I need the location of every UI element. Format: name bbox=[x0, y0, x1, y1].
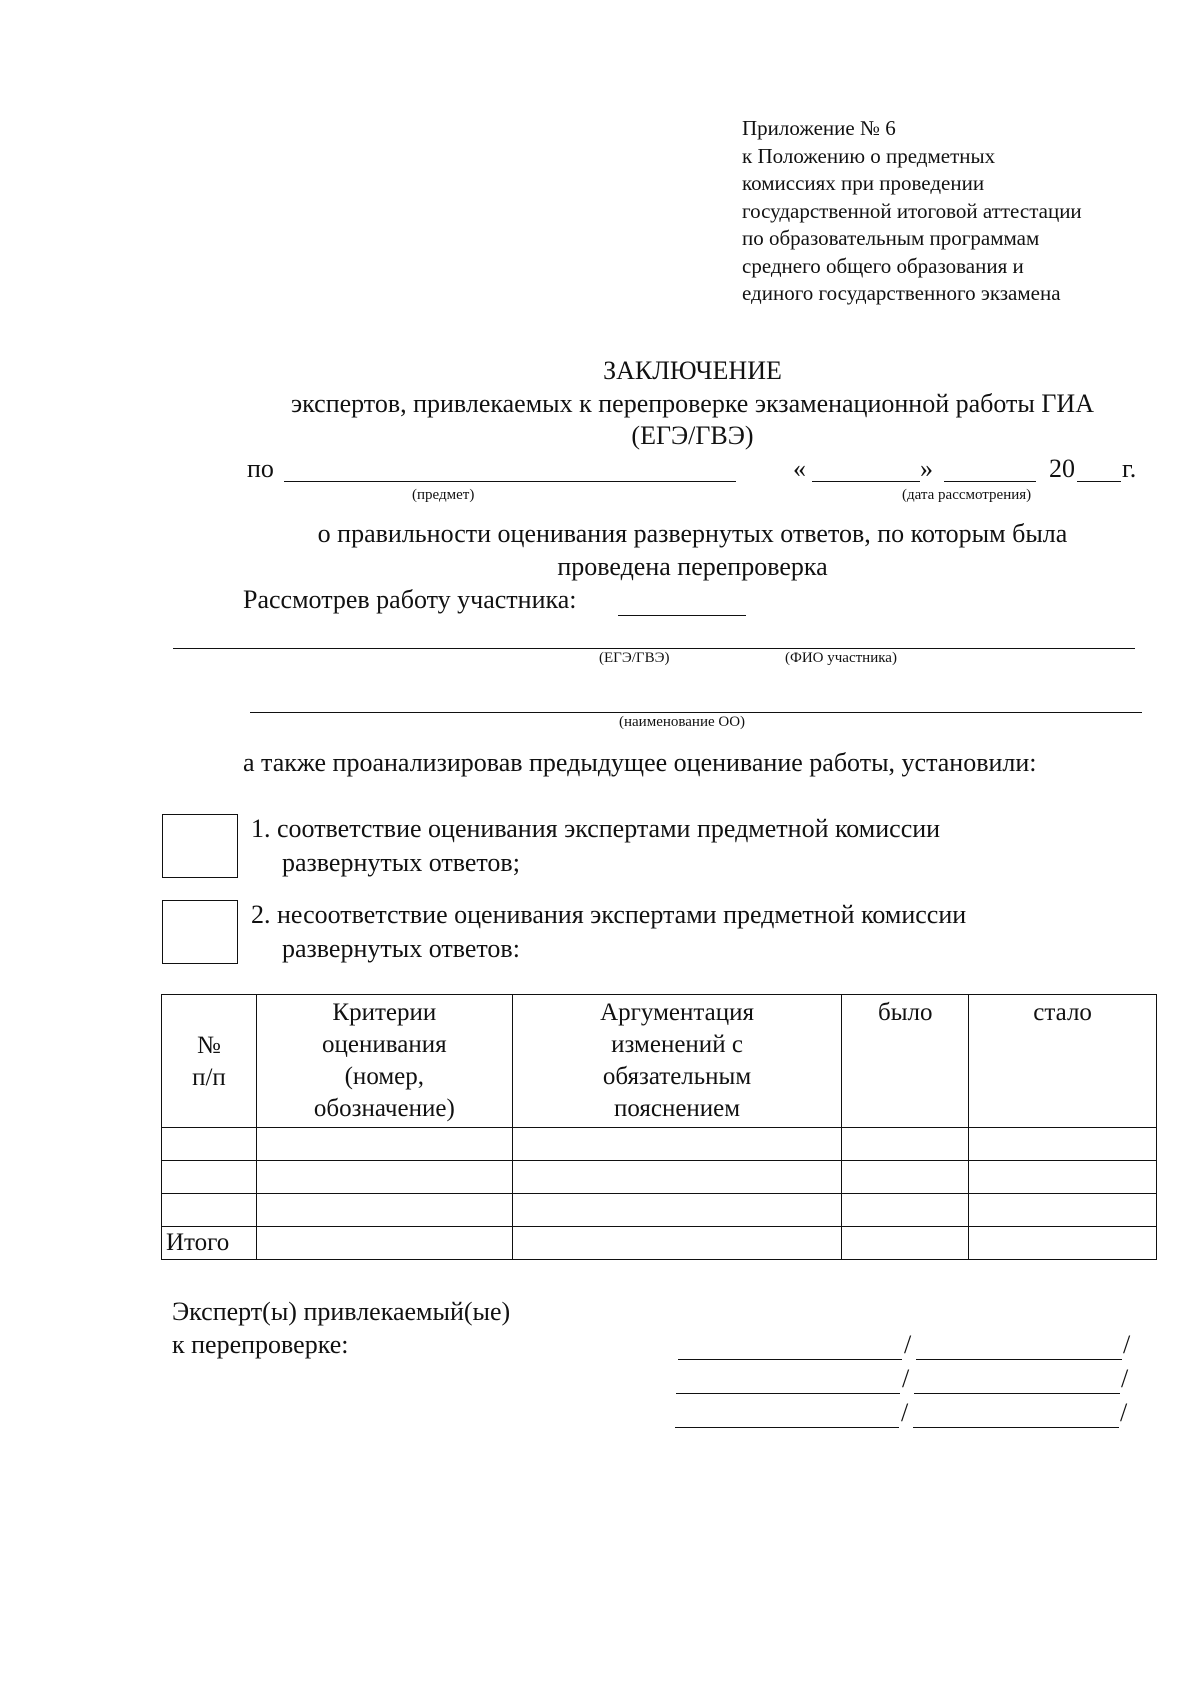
expert-name-field[interactable] bbox=[916, 1359, 1122, 1360]
table-cell[interactable] bbox=[256, 1128, 512, 1161]
option-2-text: развернутых ответов: bbox=[282, 934, 520, 963]
signature-separator: / bbox=[1120, 1398, 1128, 1427]
subject-prefix: по bbox=[247, 454, 274, 483]
appendix-line: единого государственного экзамена bbox=[742, 281, 1061, 305]
expert-signature-field[interactable] bbox=[678, 1359, 902, 1360]
signature-label: Эксперт(ы) привлекаемый(ые) bbox=[172, 1297, 511, 1326]
option-2-checkbox[interactable] bbox=[162, 900, 238, 964]
table-cell[interactable] bbox=[162, 1194, 257, 1227]
subject-caption: (предмет) bbox=[412, 487, 475, 503]
expert-name-field[interactable] bbox=[913, 1427, 1119, 1428]
header-text: (номер, bbox=[344, 1063, 425, 1090]
table-cell[interactable] bbox=[969, 1227, 1157, 1260]
header-text: стало bbox=[1033, 999, 1092, 1026]
date-quote-open: « bbox=[793, 454, 806, 483]
table-cell[interactable] bbox=[512, 1227, 842, 1260]
table-cell[interactable] bbox=[842, 1161, 969, 1194]
header-number bbox=[162, 995, 257, 1128]
signature-label: к перепроверке: bbox=[172, 1330, 349, 1359]
table-total-row bbox=[162, 1227, 1157, 1260]
option-1-text: развернутых ответов; bbox=[282, 848, 520, 877]
document-subheading: экспертов, привлекаемых к перепроверке экзаменационной работы ГИА bbox=[291, 389, 1094, 418]
header-text: изменений с bbox=[611, 1031, 743, 1058]
date-year-prefix: 20 bbox=[1049, 454, 1075, 483]
option-1-checkbox[interactable] bbox=[162, 814, 238, 878]
total-label: Итого bbox=[162, 1227, 257, 1260]
header-argumentation bbox=[512, 995, 842, 1128]
table-cell[interactable] bbox=[162, 1161, 257, 1194]
signature-separator: / bbox=[1121, 1364, 1129, 1393]
table-cell[interactable] bbox=[969, 1128, 1157, 1161]
expert-name-field[interactable] bbox=[914, 1393, 1120, 1394]
appendix-line: по образовательным программам bbox=[742, 226, 1040, 250]
date-day-field[interactable] bbox=[812, 481, 920, 482]
table-cell[interactable] bbox=[512, 1194, 842, 1227]
signature-separator: / bbox=[904, 1330, 912, 1359]
date-caption: (дата рассмотрения) bbox=[902, 487, 1032, 503]
analysis-text: а также проанализировав предыдущее оценивание работы, установили: bbox=[243, 748, 1037, 777]
table-cell[interactable] bbox=[256, 1227, 512, 1260]
header-text: обозначение) bbox=[313, 1095, 455, 1122]
intro-line: о правильности оценивания развернутых ответов, по которым была bbox=[317, 519, 1068, 548]
participant-name-caption: (ФИО участника) bbox=[785, 650, 897, 666]
header-text: п/п bbox=[192, 1064, 226, 1091]
table-cell[interactable] bbox=[969, 1194, 1157, 1227]
table-cell[interactable] bbox=[512, 1128, 842, 1161]
appendix-line: к Положению о предметных bbox=[742, 143, 996, 168]
appendix-line: государственной итоговой аттестации bbox=[742, 198, 1082, 223]
table-cell[interactable] bbox=[842, 1194, 969, 1227]
date-month-field[interactable] bbox=[944, 481, 1036, 482]
table-cell[interactable] bbox=[842, 1128, 969, 1161]
reviewed-label: Рассмотрев работу участника: bbox=[243, 585, 577, 614]
organization-caption: (наименование ОО) bbox=[619, 714, 746, 730]
signature-separator: / bbox=[1123, 1330, 1131, 1359]
table-cell[interactable] bbox=[256, 1161, 512, 1194]
header-text: обязательным bbox=[602, 1063, 752, 1090]
expert-signature-field[interactable] bbox=[675, 1427, 899, 1428]
header-criteria bbox=[256, 995, 512, 1128]
option-2-text: 2. несоответствие оценивания экспертами предметной комиссии bbox=[251, 900, 967, 929]
expert-signature-field[interactable] bbox=[676, 1393, 900, 1394]
signature-separator: / bbox=[902, 1364, 910, 1393]
date-year-field[interactable] bbox=[1077, 481, 1121, 482]
subject-field[interactable] bbox=[284, 481, 736, 482]
appendix-note bbox=[742, 115, 1082, 308]
header-was bbox=[842, 995, 969, 1128]
header-text: оценивания bbox=[322, 1031, 447, 1058]
header-text: № bbox=[197, 1032, 221, 1059]
table-cell[interactable] bbox=[162, 1128, 257, 1161]
header-became bbox=[969, 995, 1157, 1128]
header-text: пояснением bbox=[613, 1095, 741, 1122]
table-header-row bbox=[162, 995, 1157, 1128]
table-cell[interactable] bbox=[842, 1227, 969, 1260]
table-cell[interactable] bbox=[969, 1161, 1157, 1194]
table-row bbox=[162, 1194, 1157, 1227]
criteria-table bbox=[161, 994, 1157, 1260]
header-text: Аргументация bbox=[600, 999, 754, 1026]
appendix-line: комиссиях при проведении bbox=[742, 171, 985, 195]
appendix-line: Приложение № 6 bbox=[742, 116, 896, 140]
participant-name-field[interactable] bbox=[173, 648, 1135, 649]
participant-exam-field[interactable] bbox=[618, 615, 746, 616]
organization-field[interactable] bbox=[250, 712, 1142, 713]
table-cell[interactable] bbox=[512, 1161, 842, 1194]
header-text: было bbox=[878, 999, 933, 1026]
document-heading: ЗАКЛЮЧЕНИЕ bbox=[603, 356, 782, 385]
option-1-text: 1. соответствие оценивания экспертами предметной комиссии bbox=[251, 814, 941, 843]
intro-line: проведена перепроверка bbox=[557, 552, 828, 581]
table-cell[interactable] bbox=[256, 1194, 512, 1227]
table-row bbox=[162, 1128, 1157, 1161]
document-subheading-exam-type: (ЕГЭ/ГВЭ) bbox=[631, 421, 754, 450]
appendix-line: среднего общего образования и bbox=[742, 253, 1024, 278]
table-row bbox=[162, 1161, 1157, 1194]
signature-separator: / bbox=[901, 1398, 909, 1427]
exam-type-caption: (ЕГЭ/ГВЭ) bbox=[599, 650, 670, 666]
date-quote-close: » bbox=[920, 454, 933, 483]
date-year-suffix: г. bbox=[1122, 454, 1137, 483]
header-text: Критерии bbox=[332, 999, 437, 1026]
